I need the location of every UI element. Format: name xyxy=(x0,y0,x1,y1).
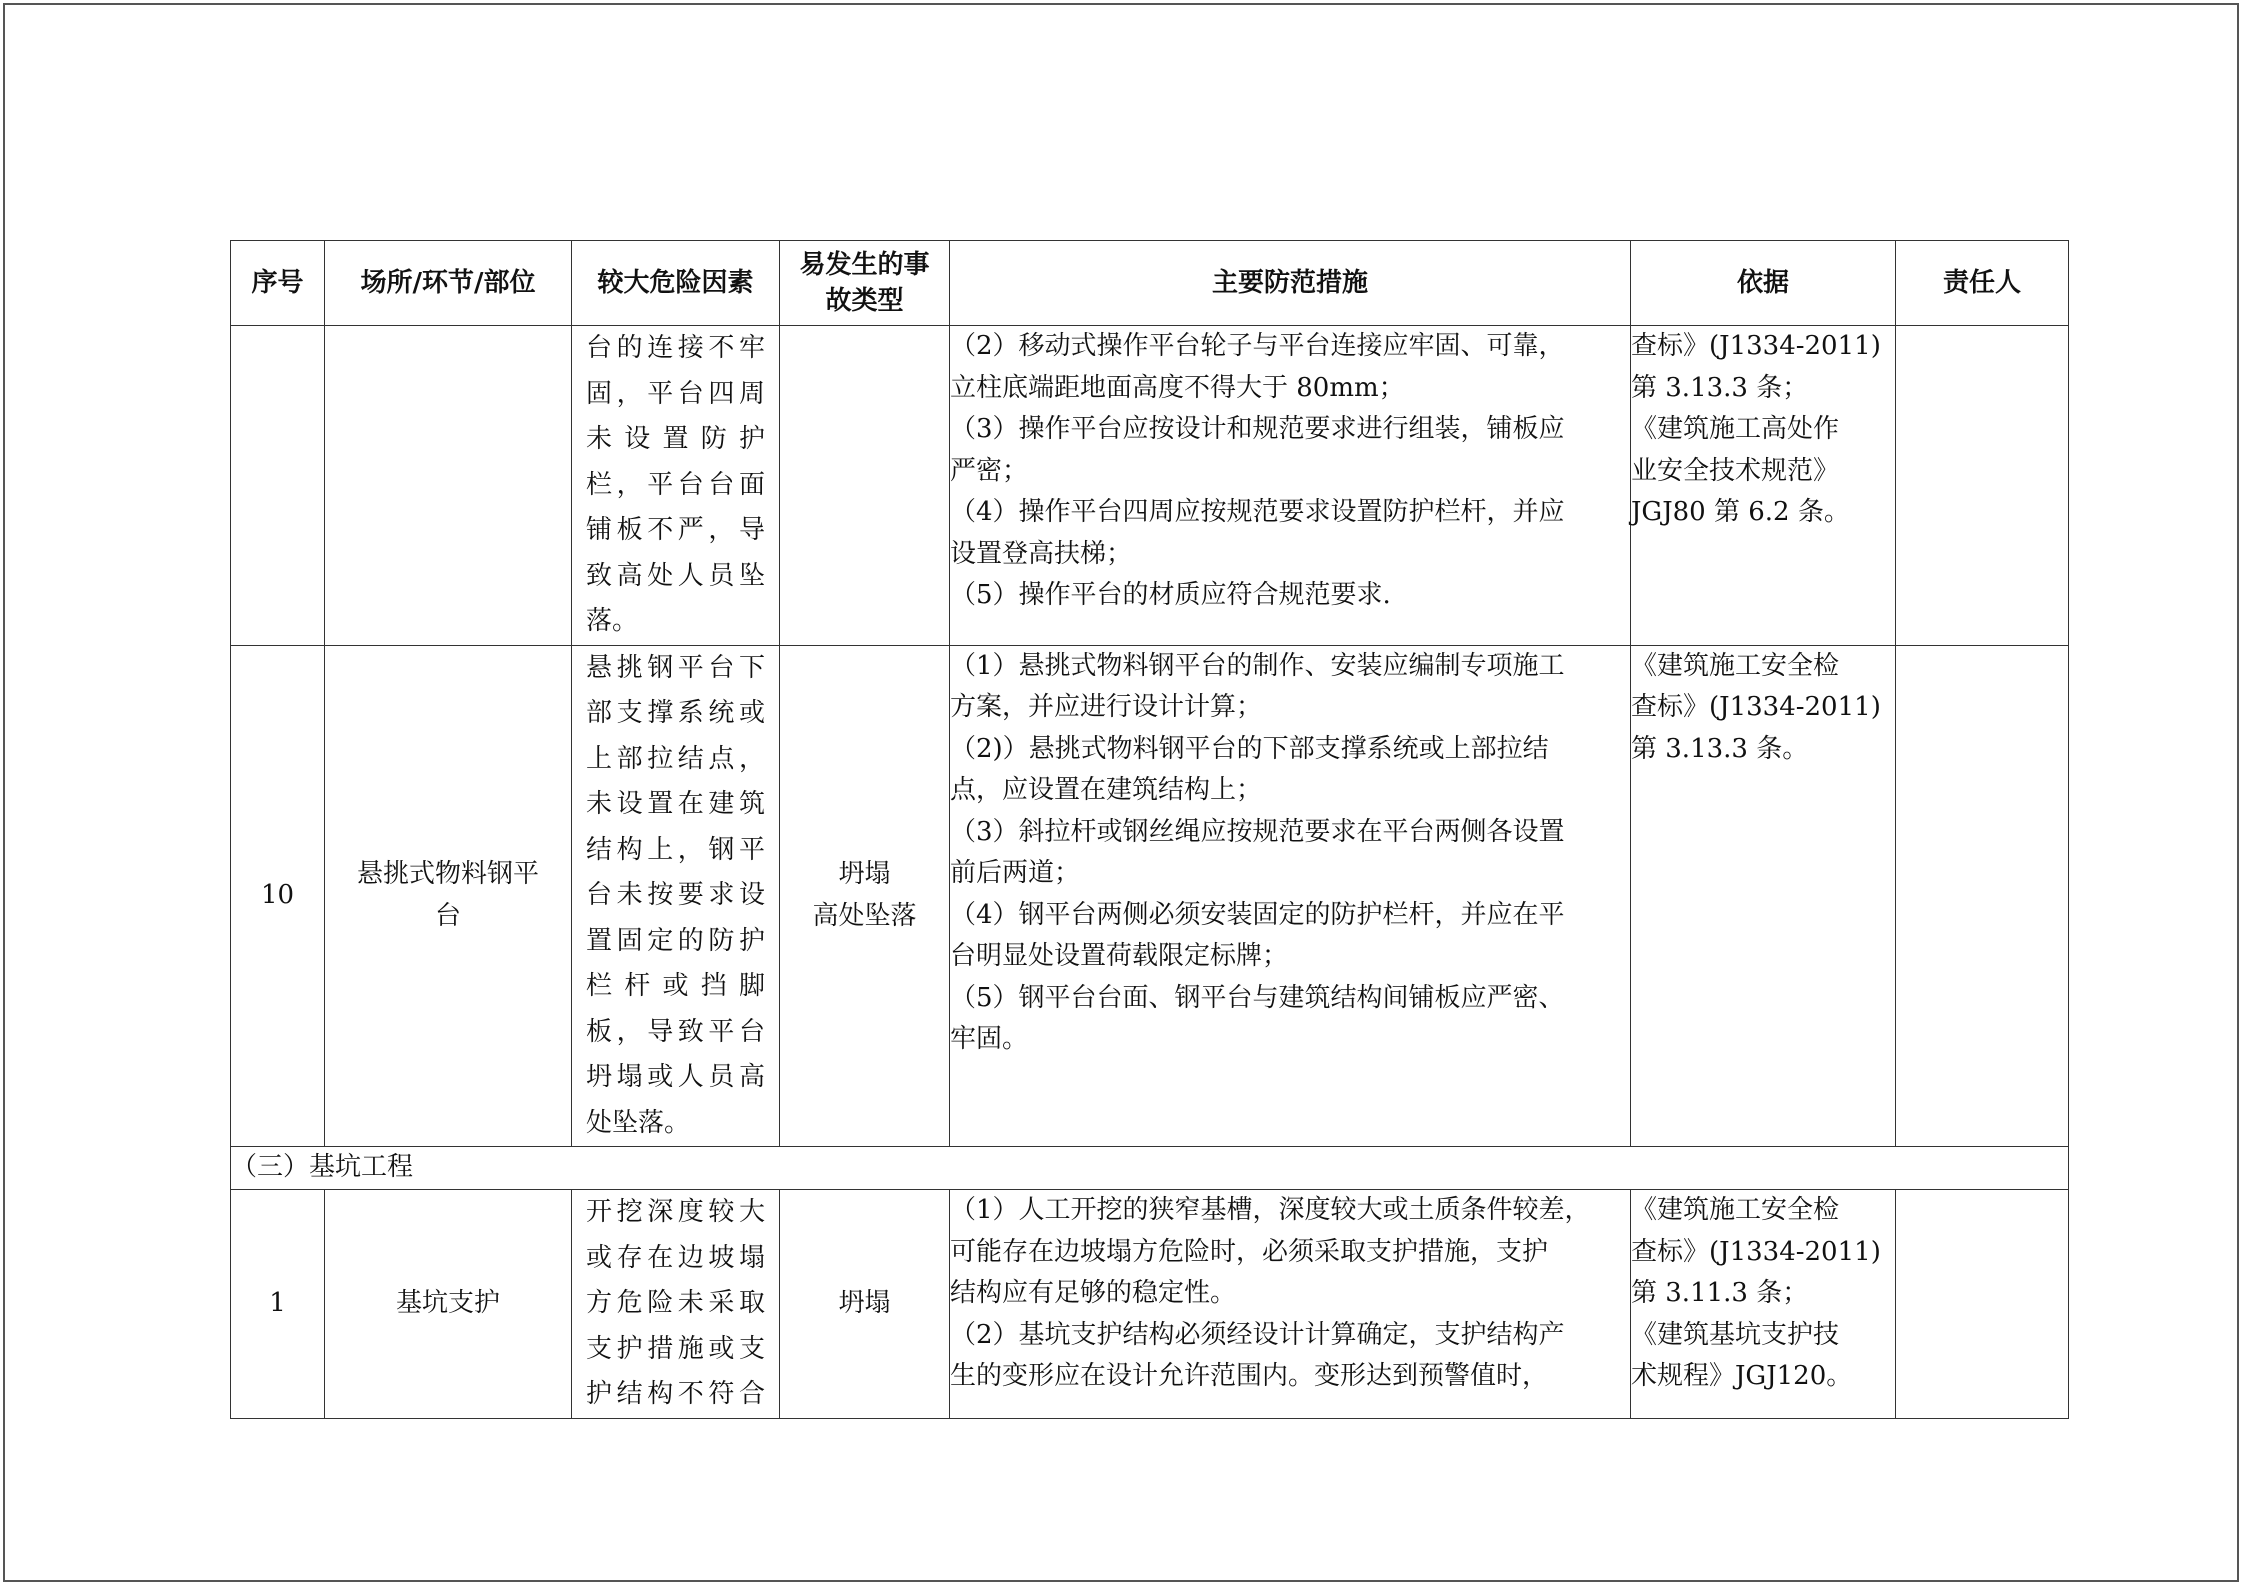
hazard-line: 台的连接不牢 xyxy=(586,333,765,363)
basis-line: 《建筑施工高处作 xyxy=(1631,414,1840,444)
cell-place xyxy=(325,326,572,646)
basis-line: 查标》(J1334-2011) xyxy=(1631,331,1881,361)
header-place: 场所/环节/部位 xyxy=(325,241,572,326)
measure-line: （1）人工开挖的狭窄基槽，深度较大或土质条件较差， xyxy=(950,1195,1591,1225)
hazard-line: 处坠落。 xyxy=(586,1107,691,1138)
cell-hazard xyxy=(572,645,780,1147)
hazard-line: 落。 xyxy=(586,606,639,636)
hazard-line: 铺板不严，导 xyxy=(586,515,765,545)
cell-no xyxy=(231,326,325,646)
basis-line: 第 3.11.3 条； xyxy=(1631,1278,1809,1308)
hazard-line: 未设置防护 xyxy=(586,424,765,454)
basis-line: 术规程》JGJ120。 xyxy=(1631,1361,1853,1391)
measure-line: （4）操作平台四周应按规范要求设置防护栏杆，并应 xyxy=(950,497,1565,527)
cell-measures xyxy=(950,326,1631,646)
measure-line: （1）悬挑式物料钢平台的制作、安装应编制专项施工 xyxy=(950,650,1565,681)
header-hazard: 较大危险因素 xyxy=(572,241,780,326)
cell-responsible xyxy=(1896,645,2069,1147)
header-basis: 依据 xyxy=(1631,241,1896,326)
basis-line: 第 3.13.3 条。 xyxy=(1631,733,1809,764)
measure-line: （2）基坑支护结构必须经设计计算确定，支护结构产 xyxy=(950,1319,1565,1350)
table-row xyxy=(231,645,2069,1147)
basis-line: 《建筑基坑支护技 xyxy=(1631,1319,1840,1350)
measure-line: （4）钢平台两侧必须安装固定的防护栏杆，并应在平 xyxy=(950,899,1565,930)
table-row xyxy=(231,326,2069,646)
measure-line: 牢固。 xyxy=(950,1024,1029,1054)
hazard-line: 方危险未采取 xyxy=(586,1288,765,1318)
measure-line: （5）钢平台台面、钢平台与建筑结构间铺板应严密、 xyxy=(950,982,1565,1013)
cell-no: 1 xyxy=(231,1190,325,1419)
accident-type: 高处坠落 xyxy=(812,900,917,931)
hazard-line: 固，平台四周 xyxy=(586,378,765,409)
basis-line: 查标》(J1334-2011) xyxy=(1631,692,1881,722)
hazard-line: 悬挑钢平台下 xyxy=(586,652,765,683)
cell-place: 悬挑式物料钢平台 xyxy=(325,645,572,1147)
table-row xyxy=(231,1190,2069,1419)
measure-line: 前后两道； xyxy=(950,858,1081,888)
cell-basis xyxy=(1631,1190,1896,1419)
cell-measures xyxy=(950,645,1631,1147)
hazard-line: 上部拉结点， xyxy=(586,743,765,774)
cell-basis xyxy=(1631,326,1896,646)
measure-line: （3）操作平台应按设计和规范要求进行组装，铺板应 xyxy=(950,414,1565,444)
hazard-line: 部支撑系统或 xyxy=(586,698,765,728)
hazard-line: 致高处人员坠 xyxy=(586,560,765,591)
basis-line: 第 3.13.3 条； xyxy=(1631,372,1809,403)
measure-line: 结构应有足够的稳定性。 xyxy=(950,1278,1237,1308)
accident-type: 坍塌 xyxy=(838,859,891,890)
cell-accident xyxy=(780,326,950,646)
cell-accident xyxy=(780,645,950,1147)
measure-line: 方案，并应进行设计计算； xyxy=(950,692,1263,722)
cell-responsible xyxy=(1896,326,2069,646)
measure-line: （5）操作平台的材质应符合规范要求. xyxy=(950,580,1391,610)
hazard-line: 板，导致平台 xyxy=(586,1016,765,1047)
hazard-line: 坍塌或人员高 xyxy=(586,1062,765,1092)
cell-hazard xyxy=(572,326,780,646)
measure-line: 立柱底端距地面高度不得大于 80mm； xyxy=(950,372,1405,403)
basis-line: 《建筑施工安全检 xyxy=(1631,1195,1840,1225)
hazard-line: 或存在边坡塌 xyxy=(586,1242,765,1273)
hazard-line: 置固定的防护 xyxy=(586,925,765,956)
basis-line: JGJ80 第 6.2 条。 xyxy=(1631,497,1850,527)
measure-line: 设置登高扶梯； xyxy=(950,538,1133,569)
section-row xyxy=(231,1147,2069,1190)
measure-line: 严密； xyxy=(950,455,1029,486)
basis-line: 查标》(J1334-2011) xyxy=(1631,1236,1881,1267)
hazard-line: 开挖深度较大 xyxy=(586,1197,765,1227)
measure-line: 可能存在边坡塌方危险时，必须采取支护措施，支护 xyxy=(950,1236,1549,1267)
cell-measures xyxy=(950,1190,1631,1419)
measure-line: 生的变形应在设计允许范围内。变形达到预警值时， xyxy=(950,1361,1549,1391)
basis-line: 业安全技术规范》 xyxy=(1631,455,1840,486)
measure-line: （2）移动式操作平台轮子与平台连接应牢固、可靠， xyxy=(950,331,1565,361)
header-measures: 主要防范措施 xyxy=(950,241,1631,326)
measure-line: 台明显处设置荷载限定标牌； xyxy=(950,941,1289,971)
basis-line: 《建筑施工安全检 xyxy=(1631,650,1840,681)
section-title: （三）基坑工程 xyxy=(231,1147,2069,1190)
hazard-line: 未设置在建筑 xyxy=(586,789,765,819)
hazard-line: 结构上，钢平 xyxy=(586,834,765,865)
cell-no: 10 xyxy=(231,645,325,1147)
measure-line: 点，应设置在建筑结构上； xyxy=(950,775,1263,805)
hazard-line: 栏杆或挡脚 xyxy=(586,971,765,1001)
cell-place: 基坑支护 xyxy=(325,1190,572,1419)
header-accident: 易发生的事故类型 xyxy=(780,241,950,326)
header-no: 序号 xyxy=(231,241,325,326)
cell-basis xyxy=(1631,645,1896,1147)
cell-hazard xyxy=(572,1190,780,1419)
measure-line: （3）斜拉杆或钢丝绳应按规范要求在平台两侧各设置 xyxy=(950,816,1565,847)
hazard-line: 护结构不符合 xyxy=(586,1379,765,1409)
hazard-line: 台未按要求设 xyxy=(586,880,765,910)
hazard-line: 支护措施或支 xyxy=(586,1333,765,1364)
hazard-table xyxy=(230,240,2069,1419)
header-row xyxy=(231,241,2069,326)
header-responsible: 责任人 xyxy=(1896,241,2069,326)
measure-line: （2)）悬挑式物料钢平台的下部支撑系统或上部拉结 xyxy=(950,733,1549,764)
cell-responsible xyxy=(1896,1190,2069,1419)
hazard-line: 栏，平台台面 xyxy=(586,469,765,500)
cell-accident: 坍塌 xyxy=(780,1190,950,1419)
